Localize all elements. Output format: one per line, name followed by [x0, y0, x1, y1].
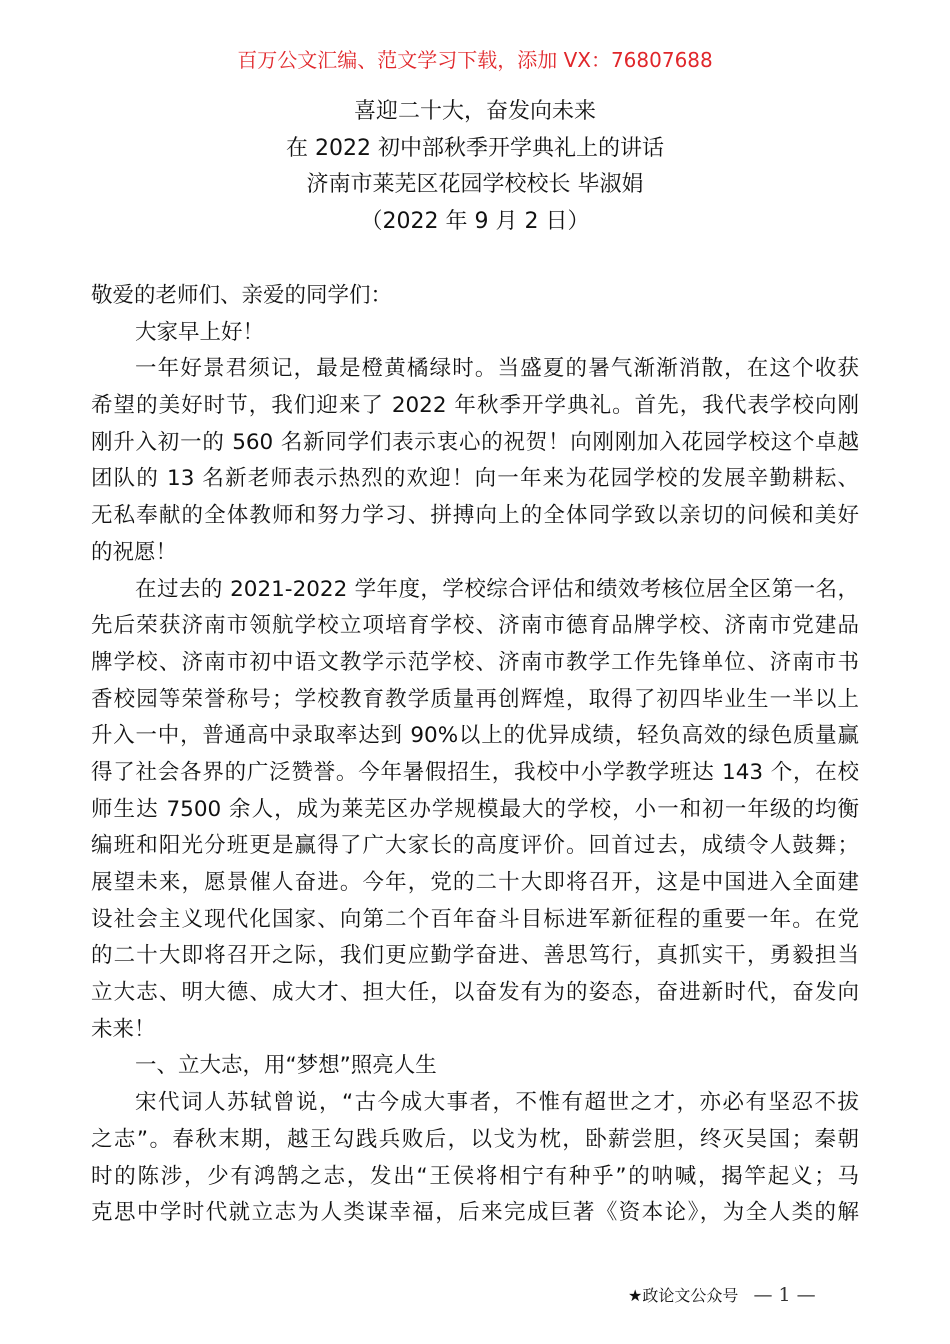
page-footer — [628, 1283, 816, 1308]
body-line: 的祝愿！ — [91, 539, 178, 565]
body-line: 师生达 7500 余人，成为莱芜区办学规模最大的学校，小一和初一年级的均衡 — [91, 796, 859, 822]
body-line: 香校园等荣誉称号；学校教育教学质量再创辉煌，取得了初四毕业生一半以上 — [91, 686, 859, 712]
body-line: 先后荣获济南市领航学校立项培育学校、济南市德育品牌学校、济南市党建品 — [91, 613, 859, 639]
subtitle: 在 2022 初中部秋季开学典礼上的讲话 — [286, 135, 664, 161]
body-line: 时的陈涉，少有鸿鹄之志，发出“王侯将相宁有种乎”的呐喊，揭竿起义；马 — [91, 1163, 859, 1189]
body-line: 升入一中，普通高中录取率达到 90%以上的优异成绩，轻负高效的绿色质量赢 — [91, 723, 859, 749]
body-line: 之志”。春秋末期，越王勾践兵败后，以戈为枕，卧薪尝胆，终灭吴国；秦朝 — [91, 1126, 859, 1152]
body-line: 无私奉献的全体教师和努力学习、拼搏向上的全体同学致以亲切的问候和美好 — [91, 503, 859, 529]
body-line: 一年好景君须记，最是橙黄橘绿时。当盛夏的暑气渐渐消散，在这个收获 — [135, 356, 859, 382]
body-line: 立大志、明大德、成大才、担大任，以奋发有为的姿态，奋进新时代，奋发向 — [91, 980, 859, 1006]
promo-banner: 百万公文汇编、范文学习下载，添加 VX：76807688 — [237, 48, 713, 72]
document-body — [91, 278, 859, 1232]
body-line: 大家早上好！ — [135, 319, 265, 345]
footer-source: ★政论文公众号 — [628, 1286, 739, 1305]
document-titles — [0, 94, 950, 240]
body-line: 在过去的 2021-2022 学年度，学校综合评估和绩效考核位居全区第一名， — [135, 576, 859, 602]
body-line: 未来！ — [91, 1016, 156, 1042]
body-line: 展望未来，愿景催人奋进。今年，党的二十大即将召开，这是中国进入全面建 — [91, 870, 859, 895]
body-line: 希望的美好时节，我们迎来了 2022 年秋季开学典礼。首先，我代表学校向刚 — [91, 393, 859, 419]
page-number: — 1 — — [753, 1284, 816, 1306]
body-line: 编班和阳光分班更是赢得了广大家长的高度评价。回首过去，成绩令人鼓舞； — [91, 833, 859, 859]
main-title: 喜迎二十大，奋发向未来 — [353, 99, 596, 124]
body-line: 牌学校、济南市初中语文教学示范学校、济南市教学工作先锋单位、济南市书 — [91, 649, 859, 675]
body-line: 刚升入初一的 560 名新同学们表示衷心的祝贺！向刚刚加入花园学校这个卓越 — [91, 429, 859, 455]
body-line: 敬爱的老师们、亲爱的同学们： — [91, 283, 393, 308]
body-line: 的二十大即将召开之际，我们更应勤学奋进、善思笃行，真抓实干，勇毅担当 — [91, 943, 859, 969]
body-line: 一、立大志，用“梦想”照亮人生 — [135, 1053, 437, 1079]
body-line: 设社会主义现代化国家、向第二个百年奋斗目标进军新征程的重要一年。在党 — [91, 906, 859, 932]
author-line: 济南市莱芜区花园学校校长 毕淑娟 — [306, 172, 644, 197]
body-line: 宋代词人苏轼曾说，“古今成大事者，不惟有超世之才，亦必有坚忍不拔 — [135, 1090, 859, 1116]
date-line: （2022 年 9 月 2 日） — [360, 208, 590, 234]
body-line: 团队的 13 名新老师表示热烈的欢迎！向一年来为花园学校的发展辛勤耕耘、 — [91, 466, 859, 492]
body-line: 得了社会各界的广泛赞誉。今年暑假招生，我校中小学教学班达 143 个，在校 — [91, 759, 859, 785]
body-line: 克思中学时代就立志为人类谋幸福，后来完成巨著《资本论》，为全人类的解 — [91, 1200, 859, 1226]
